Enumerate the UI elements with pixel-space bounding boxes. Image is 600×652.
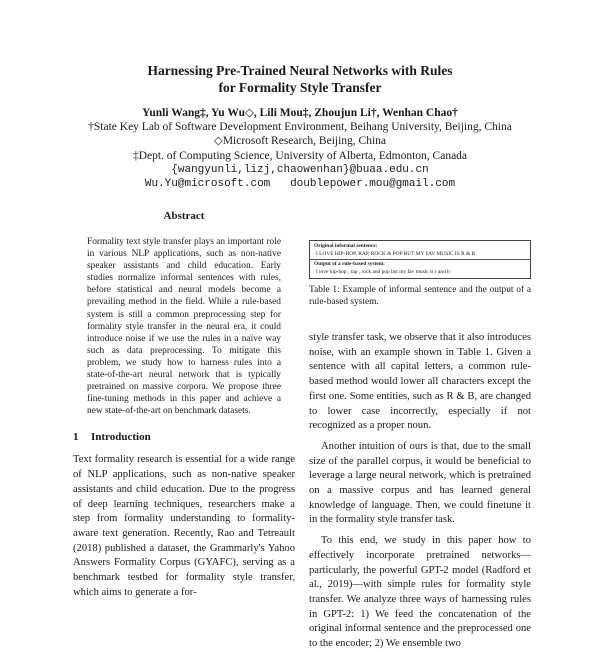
table-label-output: Output of a rule-based system: xyxy=(314,261,385,267)
abstract-heading: Abstract xyxy=(163,210,205,222)
right-column xyxy=(309,331,531,652)
table-original-sentence: I LOVE HIP-HOP, RAP, ROCK & POP BUT MY FAV MUSIC IS R & B xyxy=(316,251,476,257)
paper-title xyxy=(0,62,600,96)
affiliation-microsoft: ◇Microsoft Research, Beijing, China xyxy=(213,135,387,148)
title-line-2: for Formality Style Transfer xyxy=(218,80,382,95)
affiliation-alberta: ‡Dept. of Computing Science, University of Alberta, Edmonton, Canada xyxy=(132,149,468,162)
table-output-sentence: I love hip-hop , rap , rock and pop but my fav music is r and b xyxy=(316,269,450,275)
table-1 xyxy=(309,240,531,279)
title-line-1: Harnessing Pre-Trained Neural Networks with Rules xyxy=(147,63,453,78)
section-number: 1 xyxy=(73,431,79,444)
affiliation-beihang: †State Key Lab of Software Development Environment, Beihang University, Beijing, China xyxy=(88,121,512,133)
table-1-caption: Table 1: Example of informal sentence and the output of a rule-based system. xyxy=(309,285,531,308)
abstract-text: Formality text style transfer plays an important role in various NLP applications, such as non-native speaker assistants and child education. Early studies normalize informal sentences with rules, before statistical and neural models become a prevailing method in the field. While a rule-based system is still a common preprocessing step for formality style transfer in the neural era, it could introduce noise if we use the rules in a naïve way such as data preprocessing. To mitigate this problem, we study how to harness rules into a state-of-the-art neural network that is typically pretrained on massive corpora. We propose three fine-tuning methods in this paper and achieve a new state-of-the-art on benchmark datasets. xyxy=(87,237,281,417)
affiliations xyxy=(0,120,600,191)
right-paragraph-1: style transfer task, we observe that it also introduces noise, with an example shown in Table 1. Given a sentence with all capital letters, a common rule-based method would lower all characters except the first one. Some entities, such as R & B, are changed to lower case incorrectly, especially if not recognized as a proper noun. xyxy=(309,332,531,432)
left-column xyxy=(73,210,295,600)
right-paragraph-3: To this end, we study in this paper how to effectively incorporate pretrained networks—particularly, the powerful GPT-2 model (Radford et al., 2019)—with simple rules for formality style transfer. We analyze three ways of harnessing rules in GPT-2: 1) We feed the concatenation of the original informal sentence and the preprocessed one to the encoder; 2) We ensemble two xyxy=(309,535,531,650)
table-label-original: Original informal sentence: xyxy=(314,243,378,249)
email-line-1: {wangyunli,lizj,chaowenhan}@buaa.edu.cn xyxy=(171,163,429,176)
section-title: Introduction xyxy=(91,431,151,444)
right-paragraph-2: Another intuition of ours is that, due to the small size of the parallel corpus, it would be beneficial to leverage a large neural network, which is pretrained on a massive corpus and has learned general knowledge of language. Then, we could finetune it in the formality style transfer task. xyxy=(309,440,531,526)
author-list: Yunli Wang‡, Yu Wu◇, Lili Mou‡, Zhoujun Li†, Wenhan Chao† xyxy=(142,107,458,119)
email-line-2: Wu.Yu@microsoft.com doublepower.mou@gmail.com xyxy=(144,178,456,191)
introduction-paragraph: Text formality research is essential for a wide range of NLP applications, such as non-native speaker assistants and child education. Due to the progress of deep learning techniques, researchers make a step from formality understanding to formality-aware text generation. Recently, Rao and Tetreault (2018) published a dataset, the Grammarly's Yahoo Answers Formality Corpus (GYAFC), serving as a benchmark testbed for formality style transfer, which aims to generate a for- xyxy=(73,454,295,598)
section-heading-introduction xyxy=(73,431,295,443)
